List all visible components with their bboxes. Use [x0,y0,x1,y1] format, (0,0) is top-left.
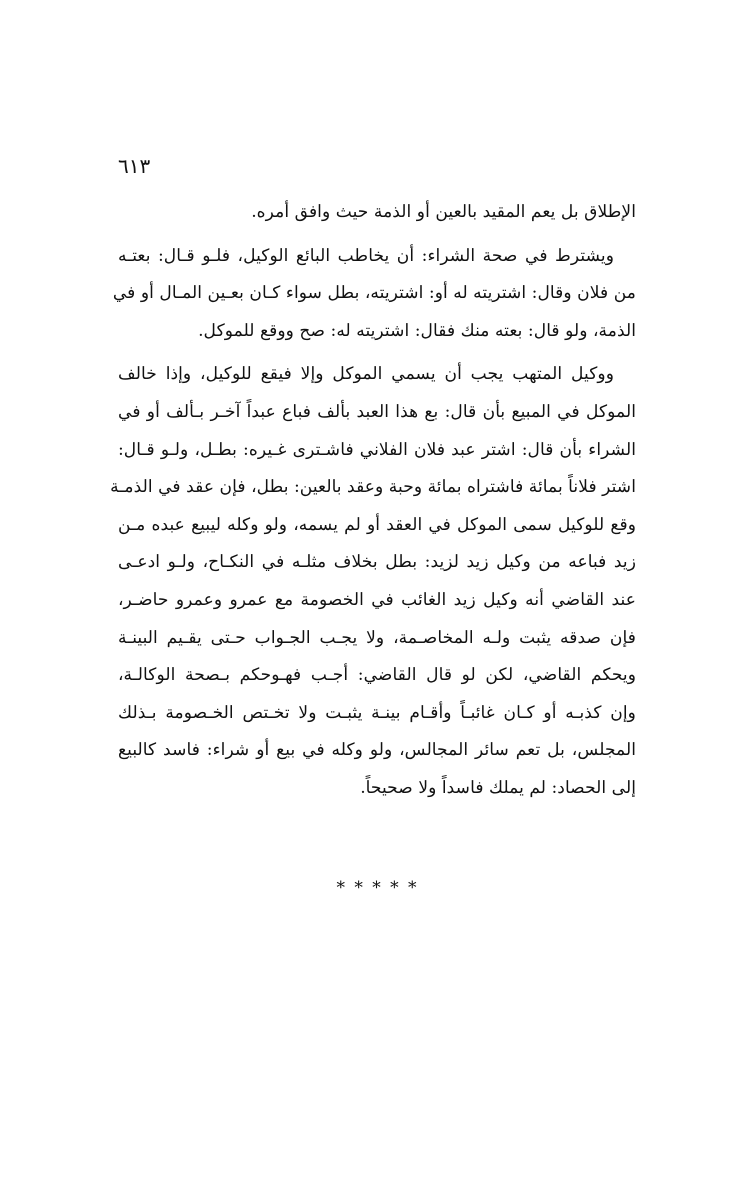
page-number: ٦١٣ [118,154,151,178]
text-line: إلى الحصاد: لم يملك فاسداً ولا صحيحاً. [360,777,636,798]
body-text [110,194,636,808]
section-separator: * * * * * [336,878,419,898]
text-line: الذمة، ولو قال: بعته منك فقال: اشتريته له: صح ووقع للموكل. [198,320,636,341]
text-line: ووكيل المتهب يجب أن يسمي الموكل وإلا فيقع للوكيل، وإذا خالف [118,364,614,385]
text-line: الإطلاق بل يعم المقيد بالعين أو الذمة حيث وافق أمره. [251,202,636,222]
paragraph [112,238,636,351]
text-line: فإن صدقه يثبت ولـه المخاصـمة، ولا يجـب الجـواب حـتى يقـيم البينـة [118,627,636,648]
paragraph [110,356,636,807]
text-line: من فلان وقال: اشتريته له أو: اشتريته، بطل سواء كـان بعـين المـال أو في [112,283,636,304]
text-line: عند القاضي أنه وكيل زيد الغائب في الخصومة مع عمرو وعمرو حاضـر، [118,589,636,610]
text-line: الموكل في المبيع بأن قال: بع هذا العبد بألف فباع عبداً آخـر بـألف أو في [118,401,636,422]
text-line: ويحكم القاضي، لكن لو قال القاضي: أجـب فهـوحكم بـصحة الوكالـة، [118,665,636,686]
text-line: وإن كذبـه أو كـان غائبـاً وأقـام بينـة يثبـت ولا تخـتص الخـصومة بـذلك [118,702,636,723]
paragraph [118,194,636,232]
text-line: الشراء بأن قال: اشتر عبد فلان الفلاني فاشـترى غـيره: بطـل، ولـو قـال: [118,439,636,460]
text-line: المجلس، بل تعم سائر المجالس، ولو وكله في بيع أو شراء: فاسد كالبيع [118,740,636,761]
text-line: ويشترط في صحة الشراء: أن يخاطب البائع الوكيل، فلـو قـال: بعتـه [118,245,614,266]
text-line: وقع للوكيل سمى الموكل في العقد أو لم يسمه، ولو وكله ليبيع عبده مـن [118,514,636,535]
text-line: زيد فباعه من وكيل زيد لزيد: بطل بخلاف مثلـه في النكـاح، ولـو ادعـى [118,552,636,573]
text-line: اشتر فلاناً بمائة فاشتراه بمائة وحبة وعقد بالعين: بطل، فإن عقد في الذمـة [110,477,636,498]
